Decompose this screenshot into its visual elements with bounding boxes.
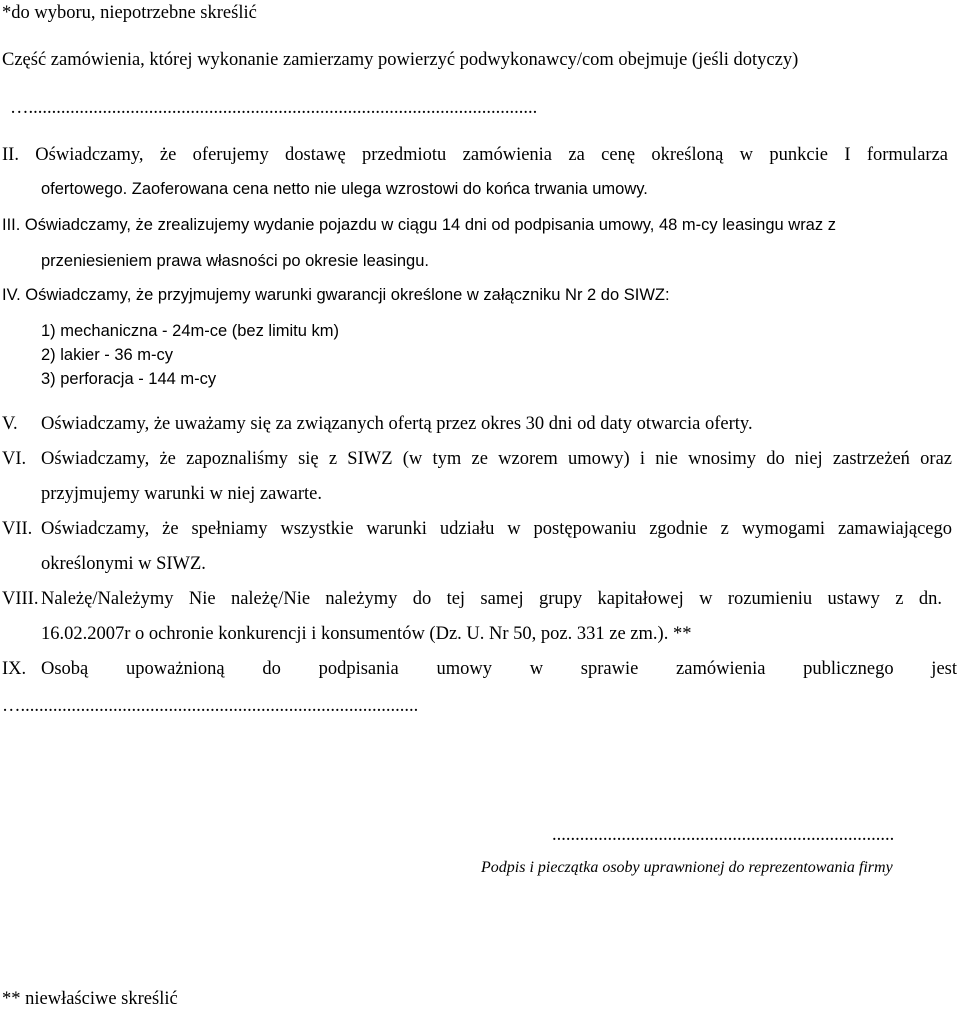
section-iii-line: III. Oświadczamy, że zrealizujemy wydanie pojazdu w ciągu 14 dni od podpisania umowy, 48 m-cy leasingu wraz z: [2, 216, 836, 234]
section-viii-number: VIII.: [2, 589, 39, 609]
section-ii-continuation: ofertowego. Zaoferowana cena netto nie ulega wzrostowi do końca trwania umowy.: [41, 180, 648, 198]
footnote: ** niewłaściwe skreślić: [2, 989, 178, 1009]
header-note: *do wyboru, niepotrzebne skreślić: [2, 3, 257, 23]
section-v-number: V.: [2, 414, 18, 434]
section-ix-blank: …......................................................................................: [2, 696, 419, 716]
section-iii-continuation: przeniesieniem prawa własności po okresie leasingu.: [41, 252, 429, 270]
section-vi-continuation: przyjmujemy warunki w niej zawarte.: [41, 484, 322, 504]
section-ix-text: Osobą upoważnioną do podpisania umowy w sprawie zamówienia publicznego jest: [41, 659, 957, 679]
section-vii-continuation: określonymi w SIWZ.: [41, 554, 206, 574]
section-v-text: Oświadczamy, że uważamy się za związanych ofertą przez okres 30 dni od daty otwarcia oferty.: [41, 414, 753, 434]
section-vii-text: Oświadczamy, że spełniamy wszystkie warunki udziału w postępowaniu zgodnie z wymogami zamawiającego: [41, 519, 952, 539]
warranty-item-mechanical: 1) mechaniczna - 24m-ce (bez limitu km): [41, 322, 339, 340]
warranty-item-perforation: 3) perforacja - 144 m-cy: [41, 370, 217, 388]
section-vi-number: VI.: [2, 449, 27, 469]
section-vi-text: Oświadczamy, że zapoznaliśmy się z SIWZ (w tym ze wzorem umowy) i nie wnosimy do niej zastrzeżeń oraz: [41, 449, 952, 469]
section-viii-text: Należę/Należymy Nie należę/Nie należymy do tej samej grupy kapitałowej w rozumieniu ustawy z dn.: [41, 589, 942, 609]
subcontract-label: Część zamówienia, której wykonanie zamierzamy powierzyć podwykonawcy/com obejmuje (jeśli dotyczy): [2, 50, 799, 70]
section-vii-number: VII.: [2, 519, 33, 539]
subcontract-blank: …..............................................................................................................: [10, 98, 538, 118]
section-iv-line: IV. Oświadczamy, że przyjmujemy warunki gwarancji określone w załączniku Nr 2 do SIWZ:: [2, 286, 670, 304]
signature-line: ..........................................................................: [552, 825, 895, 845]
section-viii-continuation: 16.02.2007r o ochronie konkurencji i konsumentów (Dz. U. Nr 50, poz. 331 ze zm.). **: [41, 624, 692, 644]
section-ii-line: II. Oświadczamy, że oferujemy dostawę przedmiotu zamówienia za cenę określoną w punkcie I formularza: [2, 145, 948, 165]
section-ix-number: IX.: [2, 659, 27, 679]
warranty-item-paint: 2) lakier - 36 m-cy: [41, 346, 174, 364]
signature-caption: Podpis i pieczątka osoby uprawnionej do reprezentowania firmy: [481, 859, 893, 876]
